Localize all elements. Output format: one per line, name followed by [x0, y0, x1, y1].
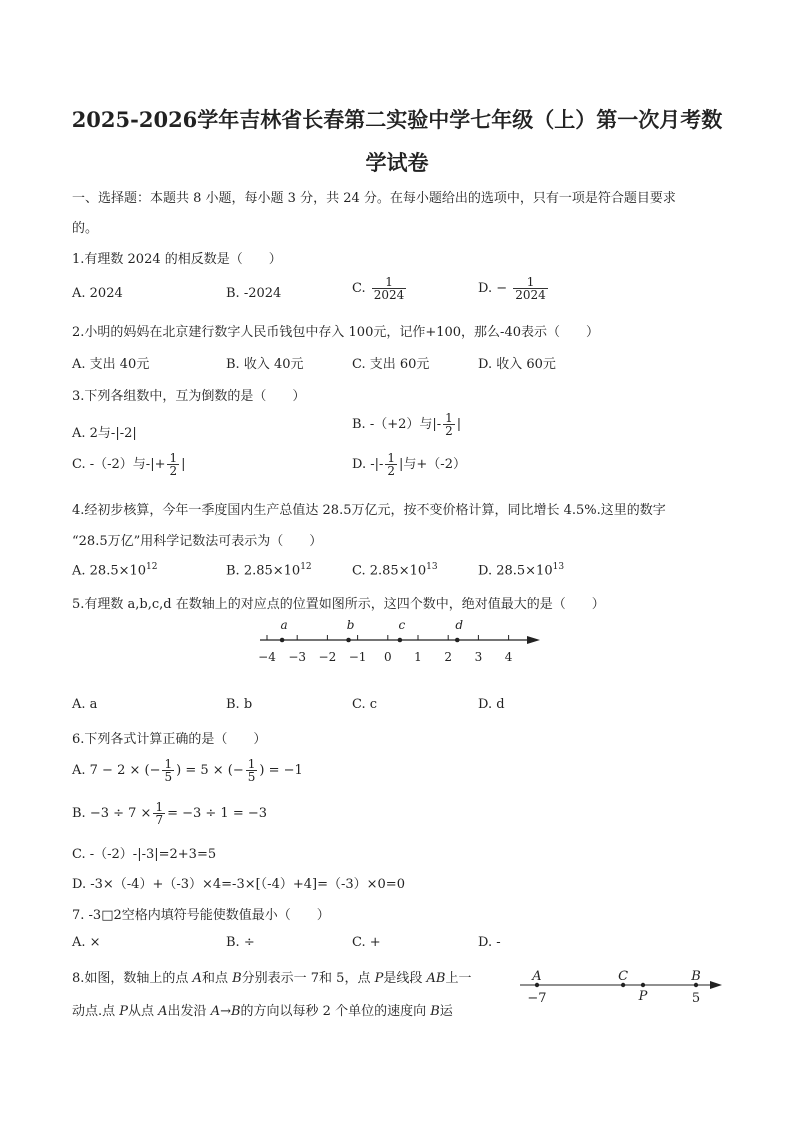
point-b-ref: B — [232, 971, 242, 986]
point-p-ref: P — [119, 1004, 129, 1019]
exponent: 12 — [146, 562, 158, 572]
question-2-stem: 2.小明的妈妈在北京建行数字人民币钱包中存入 100元，记作+100，那么-40表示（ ） — [72, 325, 599, 340]
question-7-option-b: B. ÷ — [226, 935, 255, 950]
point-a-ref: A — [192, 971, 202, 986]
option-text: C. 2.85×10 — [352, 563, 427, 579]
fraction-numerator: 1 — [387, 451, 396, 465]
question-6-option-d: D. -3×（-4）+（-3）×4=-3×[（-4）+4]=（-3）×0=0 — [72, 877, 405, 892]
point-c — [398, 638, 403, 643]
question-1-stem: 1.有理数 2024 的相反数是（ ） — [72, 252, 282, 267]
axis-left-value: −7 — [527, 991, 547, 1006]
point-P — [641, 983, 645, 987]
option-text: = −3 ÷ 1 = −3 — [167, 806, 268, 821]
section-header-line1: 一、选择题：本题共 8 小题，每小题 3 分，共 24 分。在每小题给出的选项中，只有一项是符合题目要求 — [72, 191, 676, 206]
question-5-option-a: A. a — [72, 697, 98, 712]
question-1-option-b: B. -2024 — [226, 286, 282, 301]
exponent: 13 — [426, 562, 438, 572]
stem-text: 8.如图，数轴上的点 — [72, 971, 193, 986]
axis-tick-label: 4 — [504, 650, 513, 664]
fraction-denominator: 2 — [169, 464, 178, 478]
question-8-stem-line2 — [72, 1000, 453, 1019]
question-5-option-c: C. c — [352, 697, 378, 712]
question-4-option-a — [72, 562, 158, 578]
point-label-c: c — [398, 618, 406, 632]
fraction-numerator: 1 — [164, 757, 173, 771]
fraction-denominator: 7 — [155, 813, 164, 827]
question-3-option-a: A. 2与-|-2| — [72, 426, 137, 441]
question-7-stem: 7. -3□2空格内填符号能使数值最小（ ） — [72, 908, 330, 923]
fraction-numerator: 1 — [445, 411, 453, 425]
option-c-prefix: C. — [352, 281, 366, 296]
stem-text: 上一 — [445, 971, 472, 986]
stem-text: 动点.点 — [72, 1004, 120, 1019]
question-4-option-c — [352, 562, 438, 578]
question-3-stem: 3.下列各组数中，互为倒数的是（ ） — [72, 389, 306, 404]
point-label-d: d — [455, 618, 464, 632]
axis-arrow — [527, 636, 540, 644]
fraction-numerator: 1 — [155, 800, 164, 814]
page-title-line1: 2025-2026学年吉林省长春第二实验中学七年级（上）第一次月考数 — [71, 107, 723, 132]
axis-arrow — [710, 981, 722, 989]
question-1-option-a: A. 2024 — [72, 286, 123, 301]
question-6-option-c: C. -（-2）-|-3|=2+3=5 — [72, 847, 217, 862]
fraction-denominator: 2024 — [515, 288, 546, 302]
point-b — [346, 638, 351, 643]
question-6-stem: 6.下列各式计算正确的是（ ） — [72, 732, 267, 747]
number-line-figure-q5 — [250, 612, 550, 668]
fraction — [162, 758, 174, 783]
fraction — [246, 758, 258, 783]
section-header-line2: 的。 — [72, 221, 99, 236]
fraction-numerator: 1 — [526, 275, 535, 289]
question-1-option-c — [352, 276, 408, 301]
question-7-option-c: C. + — [352, 935, 381, 950]
point-a — [280, 638, 285, 643]
fraction — [443, 412, 455, 437]
fraction — [153, 801, 165, 826]
question-3-option-b — [352, 412, 461, 437]
point-label-B: B — [691, 969, 701, 984]
question-4-option-b — [226, 562, 312, 578]
stem-text: 和点 — [201, 971, 233, 986]
question-6-option-b — [72, 801, 267, 826]
point-label-C: C — [618, 969, 629, 984]
exponent: 12 — [300, 562, 312, 572]
fraction-denominator: 2 — [387, 464, 396, 478]
fraction — [385, 452, 397, 477]
question-8-stem-line1 — [72, 967, 471, 986]
axis-tick-label: −4 — [258, 650, 276, 664]
point-b-ref: B — [430, 1004, 440, 1019]
axis-tick-label: 2 — [444, 650, 453, 664]
question-3-option-d — [352, 452, 466, 477]
option-text: B. −3 ÷ 7 × — [72, 806, 152, 821]
fraction-denominator: 2 — [445, 424, 453, 438]
stem-text: 是线段 — [383, 971, 427, 986]
point-p-ref: P — [374, 971, 384, 986]
direction-ref: A→B — [210, 1004, 241, 1019]
stem-text: 出发沿 — [167, 1004, 211, 1019]
stem-text: 从点 — [128, 1004, 159, 1019]
question-4-stem-line1: 4.经初步核算，今年一季度国内生产总值达 28.5万亿元，按不变价格计算，同比增长 4.5%.这里的数字 — [72, 503, 666, 518]
fraction-numerator: 1 — [385, 275, 393, 289]
exponent: 13 — [552, 562, 565, 572]
point-label-b: b — [346, 618, 355, 632]
fraction — [372, 276, 407, 301]
option-text: A. 28.5×10 — [72, 563, 147, 579]
axis-tick-label: −3 — [288, 650, 307, 664]
point-label-P: P — [638, 989, 648, 1004]
option-text: | — [456, 417, 462, 432]
option-text: B. 2.85×10 — [226, 563, 301, 579]
question-4-option-d — [478, 562, 564, 578]
segment-ab-ref: AB — [426, 971, 446, 986]
point-label-A: A — [532, 969, 542, 984]
question-4-stem-line2: “28.5万亿”用科学记数法可表示为（ ） — [72, 534, 323, 549]
option-text: D. -|- — [352, 457, 384, 472]
option-text: A. 7 − 2 × (− — [72, 763, 161, 778]
question-5-stem: 5.有理数 a,b,c,d 在数轴上的对应点的位置如图所示，这四个数中，绝对值最大的是（ ） — [72, 597, 605, 612]
point-a-ref: A — [158, 1004, 168, 1019]
question-5-option-d: D. d — [478, 697, 505, 712]
fraction-numerator: 1 — [169, 451, 178, 465]
question-2-option-c: C. 支出 60元 — [352, 357, 430, 372]
point-d — [455, 638, 460, 643]
axis-tick-label: 0 — [383, 650, 392, 664]
question-7-option-a: A. × — [72, 935, 101, 950]
option-d-prefix: D. − — [478, 281, 508, 296]
axis-right-value: 5 — [691, 991, 701, 1006]
option-text: ) = 5 × (− — [176, 763, 244, 778]
question-3-option-c — [72, 452, 186, 477]
question-2-option-d: D. 收入 60元 — [478, 357, 556, 372]
question-2-option-a: A. 支出 40元 — [72, 357, 150, 372]
stem-text: 的方向以每秒 2 个单位的速度向 — [240, 1004, 431, 1019]
stem-text: 分别表示一 7和 5，点 — [241, 971, 375, 986]
axis-tick-label: 1 — [414, 650, 422, 664]
number-line-figure-q8 — [516, 962, 726, 1010]
option-text: ) = −1 — [259, 763, 303, 778]
fraction — [513, 276, 548, 301]
fraction-denominator: 5 — [164, 770, 173, 784]
question-2-option-b: B. 收入 40元 — [226, 357, 304, 372]
page-title-line2: 学试卷 — [365, 150, 429, 175]
question-7-option-d: D. - — [478, 935, 501, 950]
axis-tick-label: −2 — [318, 650, 337, 664]
fraction-numerator: 1 — [247, 757, 256, 771]
option-text: D. 28.5×10 — [478, 563, 553, 579]
fraction-denominator: 5 — [247, 770, 256, 784]
question-1-option-d — [478, 276, 550, 301]
fraction-denominator: 2024 — [373, 288, 405, 302]
fraction — [167, 452, 179, 477]
question-5-option-b: B. b — [226, 697, 253, 712]
option-text: |与+（-2） — [399, 457, 466, 472]
axis-tick-label: −1 — [348, 650, 367, 664]
axis-tick-label: 3 — [474, 650, 483, 664]
point-label-a: a — [280, 618, 288, 632]
question-6-option-a — [72, 758, 303, 783]
stem-text: 运 — [439, 1004, 453, 1019]
option-text: B. -（+2）与|- — [352, 417, 442, 432]
option-text: C. -（-2）与-|+ — [72, 457, 166, 472]
option-text: | — [181, 457, 186, 472]
